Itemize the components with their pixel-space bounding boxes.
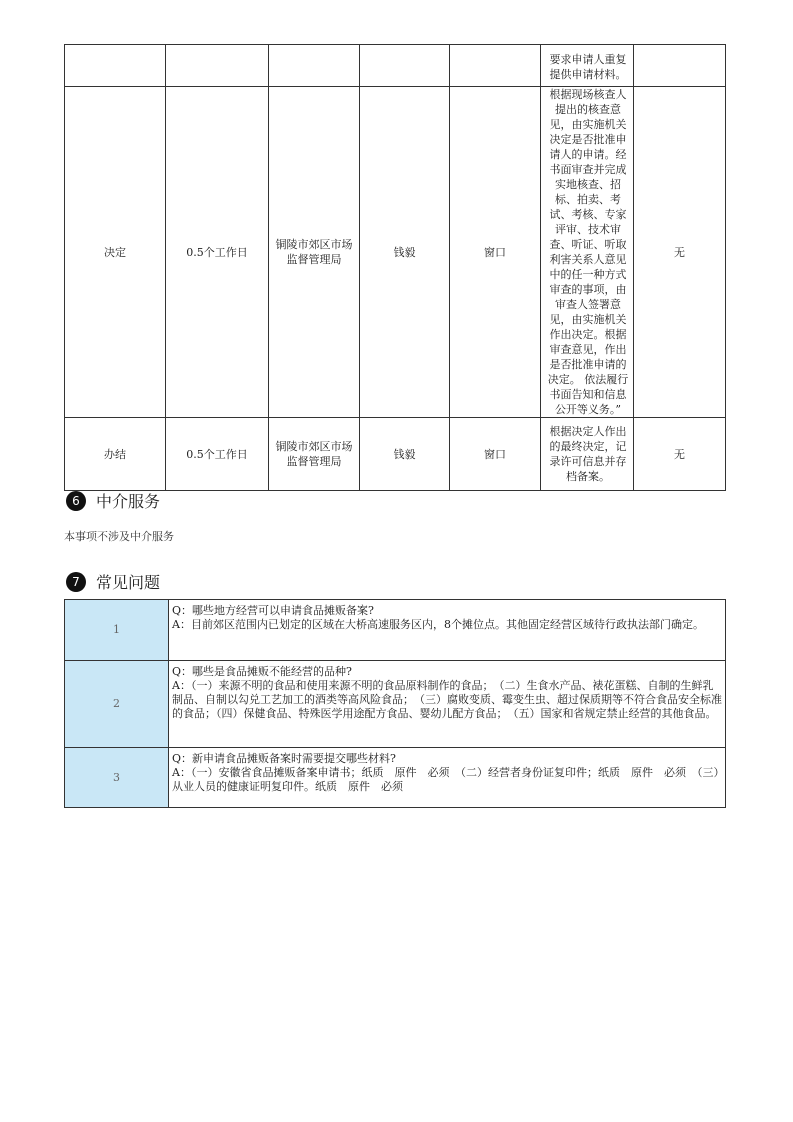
faq-question: Q：新申请食品摊贩备案时需要提交哪些材料? [172,752,396,765]
desc-cell [541,418,634,491]
person-cell [360,45,450,87]
table-row [65,87,726,418]
time-cell [166,45,269,87]
time-cell: 0.5个工作日 [166,418,269,491]
result-cell [634,45,726,87]
time-cell: 0.5个工作日 [166,87,269,418]
desc-text: 要求申请人重复提供申请材料。 [549,53,627,81]
section-title: 常见问题 [96,573,161,592]
faq-answer: A：（一）来源不明的食品和使用来源不明的食品原料制作的食品； （二）生食水产品、裱花蛋糕、自制的生鲜乳制品、自制以勾兑工艺加工的酒类等高风险食品； （三）腐败变质、霉变生虫、超过保质期等不符合食品安全标准的食品；（四）保健食品、特殊医学用途配方食品、婴幼儿配方食品； （五）国家和省规定禁止经营的其他食品。 [172,679,722,720]
unit-cell [269,418,360,491]
unit-cell [269,87,360,418]
stage-cell: 决定 [65,87,166,418]
section-title: 中介服务 [96,492,161,511]
desc-text: 根据决定人作出的最终决定，记录许可信息并存档备案。 [549,425,627,483]
faq-table [64,599,726,808]
faq-content [169,748,726,808]
unit-text: 铜陵市郊区市场监督管理局 [275,238,353,266]
faq-index: 2 [65,661,169,748]
result-cell: 无 [634,418,726,491]
unit-cell [269,45,360,87]
faq-index: 3 [65,748,169,808]
faq-answer: A：目前郊区范围内已划定的区域在大桥高速服务区内，8个摊位点。其他固定经营区域待行政执法部门确定。 [172,618,704,631]
desc-cell [541,87,634,418]
faq-row [65,661,726,748]
stage-cell: 办结 [65,418,166,491]
faq-index: 1 [65,600,169,661]
faq-row [65,600,726,661]
desc-cell [541,45,634,87]
stage-cell [65,45,166,87]
faq-question: Q：哪些地方经营可以申请食品摊贩备案? [172,604,374,617]
section-number-badge: 6 [66,491,86,511]
place-cell: 窗口 [450,418,541,491]
place-cell [450,45,541,87]
unit-text: 铜陵市郊区市场监督管理局 [275,440,353,468]
desc-text: 根据现场核查人提出的核查意见，由实施机关决定是否批准申请人的申请。经书面审查并完成实地核查、招标、拍卖、考试、考核、专家评审、技术审查、听证、听取利害关系人意见中的任一种方式审查的事项，由审查人签署意见，由实施机关作出决定。根据审查意见，作出是否批准申请的决定。 依法履行书面告知和信息公开等义务。” [547,88,629,416]
table-row [65,45,726,87]
section-number-badge: 7 [66,572,86,592]
faq-answer: A：（一）安徽省食品摊贩备案申请书；纸质 原件 必须 （二）经营者身份证复印件；纸质 原件 必须 （三）从业人员的健康证明复印件。纸质 原件 必须 [172,766,719,793]
faq-content [169,600,726,661]
faq-question: Q：哪些是食品摊贩不能经营的品种? [172,665,352,678]
section-note: 本事项不涉及中介服务 [64,530,174,543]
faq-content [169,661,726,748]
place-cell: 窗口 [450,87,541,418]
section-heading-intermediary [66,489,160,512]
section-heading-faq [66,570,160,593]
faq-row [65,748,726,808]
table-row [65,418,726,491]
result-cell: 无 [634,87,726,418]
process-table [64,44,726,491]
person-cell: 钱毅 [360,418,450,491]
person-cell: 钱毅 [360,87,450,418]
